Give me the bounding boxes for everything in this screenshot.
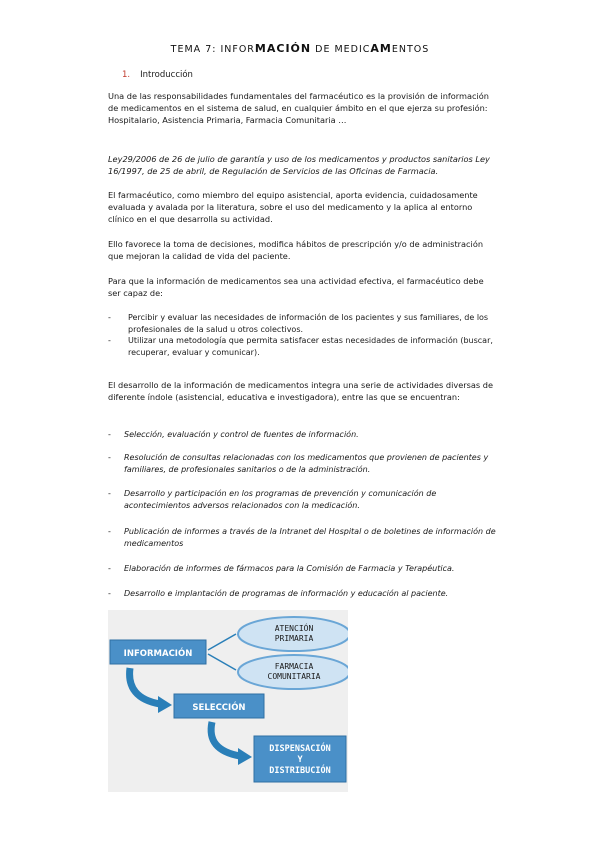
title-part: ENTOS xyxy=(391,44,430,55)
page-title xyxy=(0,42,600,55)
activity-item: - Selección, evaluación y control de fuentes de información. xyxy=(108,429,503,441)
paragraph-activities-intro: El desarrollo de la información de medicamentos integra una serie de actividades diversas de diferente índole (asistencial, educativa e investigadora), entre las que se encuentran: xyxy=(108,380,494,402)
activity-item: - Publicación de informes a través de la Intranet del Hospital o de boletines de información de medicamentos xyxy=(108,526,503,550)
list-item: - Percibir y evaluar las necesidades de información de los pacientes y sus familiares, de los profesionales de la salud u otros colectivos. xyxy=(108,312,503,335)
curved-arrow-icon xyxy=(211,722,240,756)
diagram-canvas xyxy=(108,610,348,792)
paragraph-law: Ley29/2006 de 26 de julio de garantía y uso de los medicamentos y productos sanitarios Ley 16/1997, de 25 de abril, de Regulación de Servicios de las Oficinas de Farmacia. xyxy=(108,154,490,176)
dispensacion-label: DISPENSACIÓN xyxy=(269,744,331,754)
title-part: DE MEDIC xyxy=(311,44,371,55)
capabilities-list xyxy=(108,312,503,358)
curved-arrow-icon xyxy=(130,668,160,704)
process-diagram xyxy=(108,610,348,792)
section-heading xyxy=(122,70,193,80)
seleccion-label: SELECCIÓN xyxy=(192,703,246,713)
activity-item: - Desarrollo y participación en los programas de prevención y comunicación de acontecimientos adversos relacionados con la medicación. xyxy=(108,488,503,512)
distribucion-label: DISTRIBUCIÓN xyxy=(269,766,331,776)
title-part: TEMA 7: INFOR xyxy=(170,44,255,55)
activity-item: - Resolución de consultas relacionadas con los medicamentos que provienen de pacientes y familiares, de profesionales sanitarios o de la administración. xyxy=(108,452,503,476)
primaria-label: PRIMARIA xyxy=(274,634,314,643)
paragraph-responsibilities: Una de las responsabilidades fundamentales del farmacéutico es la provisión de información de medicamentos en el sistema de salud, en cualquier ámbito en el que ejerza su profesión: Hospitalario, Asistencia Primaria, Farmacia Comunitaria … xyxy=(108,91,489,125)
paragraph-pharmacist-role: El farmacéutico, como miembro del equipo asistencial, aporta evidencia, cuidadosamente evaluada y avalada por la literatura, sobre el uso del medicamento y la aplica al entorno clínico en el que desarrolla su actividad. xyxy=(108,190,478,224)
farmacia-label: FARMACIA xyxy=(274,662,314,671)
activity-item: - Desarrollo e implantación de programas de información y educación al paciente. xyxy=(108,588,503,600)
atencion-label: ATENCIÓN xyxy=(274,624,314,633)
informacion-label: INFORMACIÓN xyxy=(123,649,193,659)
activity-item: - Elaboración de informes de fármacos para la Comisión de Farmacia y Terapéutica. xyxy=(108,563,503,575)
connector-line xyxy=(208,654,236,670)
paragraph-capable: Para que la información de medicamentos sea una actividad efectiva, el farmacéutico debe ser capaz de: xyxy=(108,276,484,298)
connector-line xyxy=(208,634,236,650)
arrow-head-icon xyxy=(158,696,172,713)
y-label: Y xyxy=(297,755,303,765)
section-label: Introducción xyxy=(140,70,193,80)
title-part: AM xyxy=(370,42,392,55)
list-item: - Utilizar una metodología que permita satisfacer estas necesidades de información (buscar, recuperar, evaluar y comunicar). xyxy=(108,335,503,358)
title-part: MACIÓN xyxy=(254,42,312,55)
section-number: 1. xyxy=(122,70,131,80)
paragraph-decisions: Ello favorece la toma de decisiones, modifica hábitos de prescripción y/o de administración que mejoran la calidad de vida del paciente. xyxy=(108,239,484,261)
arrow-head-icon xyxy=(238,748,252,765)
comunitaria-label: COMUNITARIA xyxy=(267,672,321,681)
